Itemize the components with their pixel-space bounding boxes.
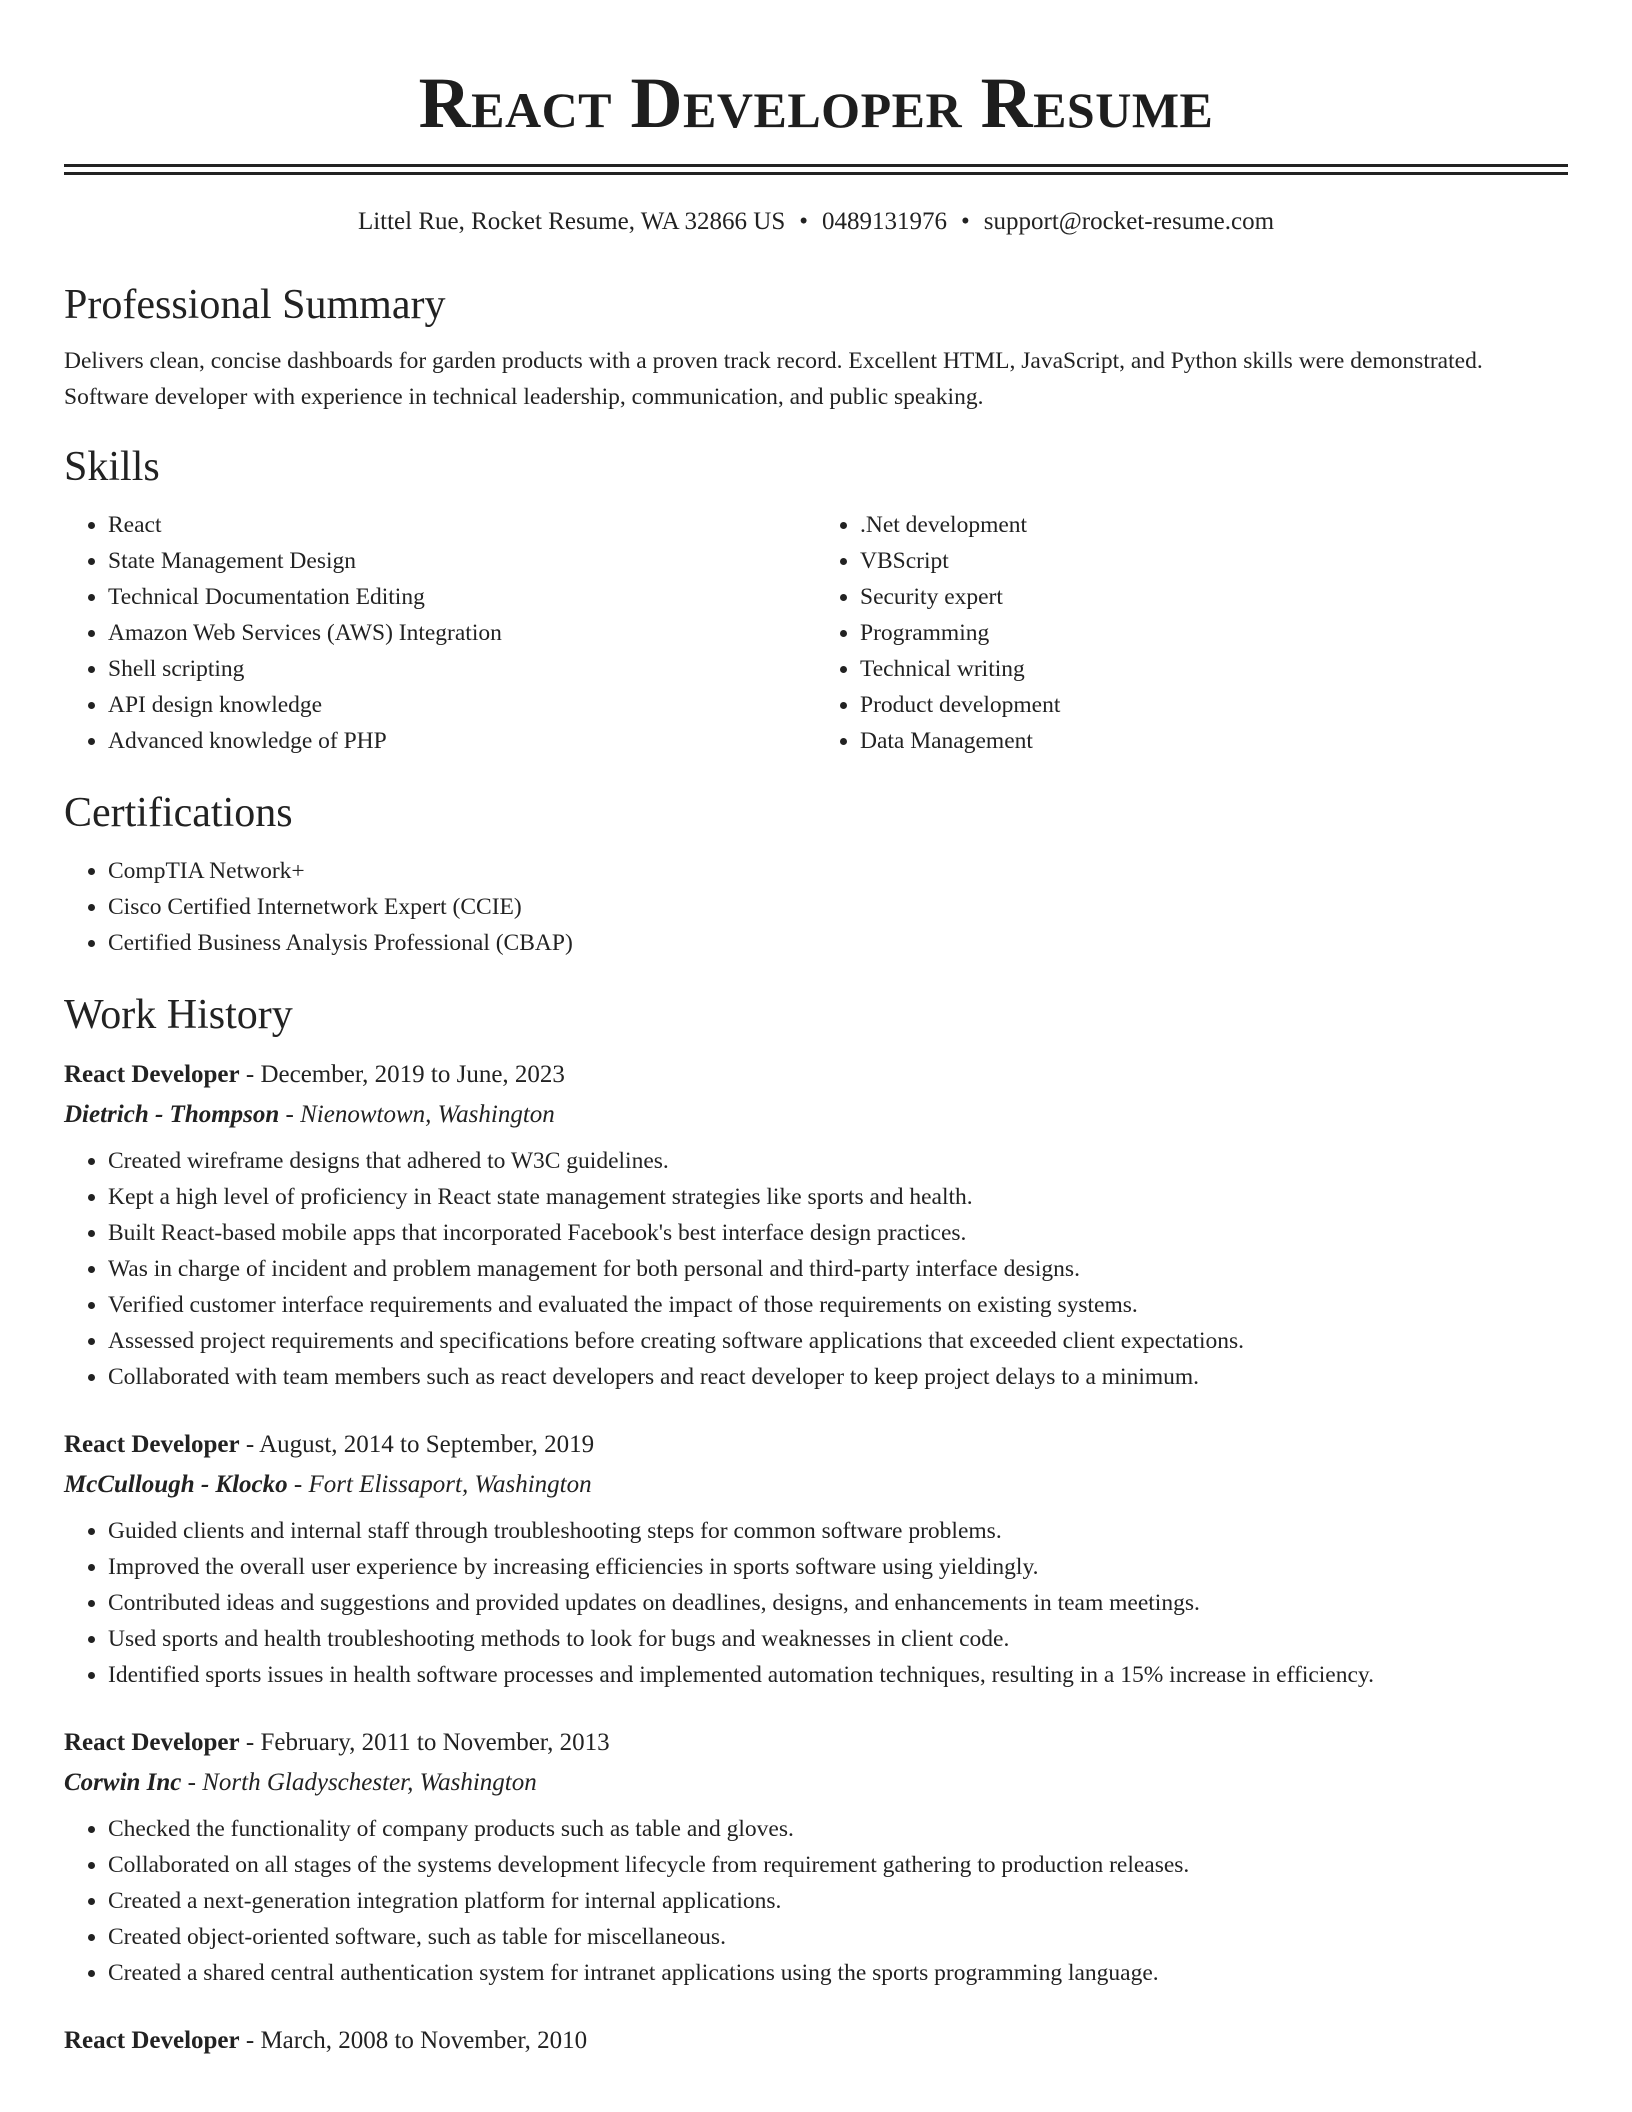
skill-item: • Technical Documentation Editing — [108, 579, 816, 615]
job-bullet-item: • Created a next-generation integration platform for internal applications. — [108, 1883, 1568, 1919]
job-dates: - August, 2014 to September, 2019 — [239, 1431, 595, 1458]
contact-separator: • — [799, 208, 808, 235]
summary-text: Delivers clean, concise dashboards for garden products with a proven track record. Excellent HTML, JavaScript, and Python skills were demonstrated. Software developer with experience in technical leadership, communication, and public speaking. — [64, 348, 1483, 410]
skill-item: • API design knowledge — [108, 687, 816, 723]
job-dates: - February, 2011 to November, 2013 — [239, 1729, 610, 1756]
job-bullet-item: • Guided clients and internal staff through troubleshooting steps for common software problems. — [108, 1513, 1568, 1549]
skill-item: • Product development — [860, 687, 1568, 723]
skill-item: • Advanced knowledge of PHP — [108, 723, 816, 759]
contact-email: support@rocket-resume.com — [983, 208, 1275, 235]
job-dates: - March, 2008 to November, 2010 — [239, 2027, 588, 2054]
job-bullet-item: • Used sports and health troubleshooting methods to look for bugs and weaknesses in client code. — [108, 1621, 1568, 1657]
page-title: React Developer Resume — [418, 63, 1214, 143]
skills-heading: Skills — [64, 444, 160, 490]
certification-item: • Cisco Certified Internetwork Expert (CCIE) — [108, 889, 1568, 925]
skill-item: • Security expert — [860, 579, 1568, 615]
certification-item: • CompTIA Network+ — [108, 853, 1568, 889]
job-bullet-item: • Improved the overall user experience by increasing efficiencies in sports software using yieldingly. — [108, 1549, 1568, 1585]
certification-item: • Certified Business Analysis Professional (CBAP) — [108, 925, 1568, 961]
skill-item: • .Net development — [860, 507, 1568, 543]
job-title: React Developer — [64, 2027, 240, 2054]
job-header — [64, 1723, 1568, 1763]
company-location: - Fort Elissaport, Washington — [287, 1471, 592, 1498]
job-bullet-item: • Was in charge of incident and problem management for both personal and third-party interface designs. — [108, 1251, 1568, 1287]
work-history-list — [64, 1055, 1568, 2061]
job-bullet-item: • Created object-oriented software, such as table for miscellaneous. — [108, 1919, 1568, 1955]
title-divider — [64, 164, 1568, 175]
job-company-line — [64, 1095, 1568, 1135]
job-entry — [64, 1723, 1568, 1991]
job-company-line — [64, 1465, 1568, 1505]
certifications-heading: Certifications — [64, 790, 293, 836]
certifications-list — [64, 853, 1568, 961]
job-bullet-item: • Built React-based mobile apps that incorporated Facebook's best interface design practices. — [108, 1215, 1568, 1251]
job-bullet-item: • Collaborated on all stages of the systems development lifecycle from requirement gathering to production releases. — [108, 1847, 1568, 1883]
job-header — [64, 2021, 1568, 2061]
job-company-line — [64, 1763, 1568, 1803]
company-location: - Nienowtown, Washington — [279, 1101, 555, 1128]
job-bullet-item: • Created a shared central authentication system for intranet applications using the sports programming language. — [108, 1955, 1568, 1991]
skill-item: • Amazon Web Services (AWS) Integration — [108, 615, 816, 651]
job-bullet-item: • Collaborated with team members such as react developers and react developer to keep project delays to a minimum. — [108, 1359, 1568, 1395]
job-title: React Developer — [64, 1729, 240, 1756]
company-location: - North Gladyschester, Washington — [181, 1769, 537, 1796]
skill-item: • Shell scripting — [108, 651, 816, 687]
summary-heading: Professional Summary — [64, 282, 446, 328]
job-bullets — [64, 1811, 1568, 1991]
job-entry — [64, 2021, 1568, 2061]
work-history-heading: Work History — [64, 992, 293, 1038]
job-bullet-item: • Verified customer interface requirements and evaluated the impact of those requirements on existing systems. — [108, 1287, 1568, 1323]
contact-phone: 0489131976 — [822, 208, 947, 235]
job-bullet-item: • Checked the functionality of company products such as table and gloves. — [108, 1811, 1568, 1847]
job-bullet-item: • Kept a high level of proficiency in React state management strategies like sports and health. — [108, 1179, 1568, 1215]
skill-item: • Technical writing — [860, 651, 1568, 687]
job-bullets — [64, 1143, 1568, 1395]
job-header — [64, 1055, 1568, 1095]
job-bullet-item: • Assessed project requirements and specifications before creating software applications that exceeded client expectations. — [108, 1323, 1568, 1359]
skill-item: • VBScript — [860, 543, 1568, 579]
contact-separator: • — [961, 208, 970, 235]
job-header — [64, 1425, 1568, 1465]
skill-item: • Programming — [860, 615, 1568, 651]
skills-list-left — [64, 507, 816, 759]
job-entry — [64, 1425, 1568, 1693]
job-entry — [64, 1055, 1568, 1395]
job-title: React Developer — [64, 1431, 240, 1458]
contact-address: Littel Rue, Rocket Resume, WA 32866 US — [357, 208, 786, 235]
job-bullet-item: • Contributed ideas and suggestions and provided updates on deadlines, designs, and enhancements in team meetings. — [108, 1585, 1568, 1621]
job-dates: - December, 2019 to June, 2023 — [239, 1061, 565, 1088]
resume-page — [64, 0, 1568, 2061]
job-title: React Developer — [64, 1061, 240, 1088]
company-name: Corwin Inc — [64, 1769, 182, 1796]
company-name: Dietrich - Thompson — [64, 1101, 280, 1128]
skills-list-right — [816, 507, 1568, 759]
skill-item: • React — [108, 507, 816, 543]
skill-item: • Data Management — [860, 723, 1568, 759]
contact-line — [64, 205, 1568, 239]
job-bullet-item: • Created wireframe designs that adhered to W3C guidelines. — [108, 1143, 1568, 1179]
skills-grid — [64, 507, 1568, 759]
job-bullets — [64, 1513, 1568, 1693]
job-bullet-item: • Identified sports issues in health software processes and implemented automation techniques, resulting in a 15% increase in efficiency. — [108, 1657, 1568, 1693]
skill-item: • State Management Design — [108, 543, 816, 579]
company-name: McCullough - Klocko — [64, 1471, 288, 1498]
